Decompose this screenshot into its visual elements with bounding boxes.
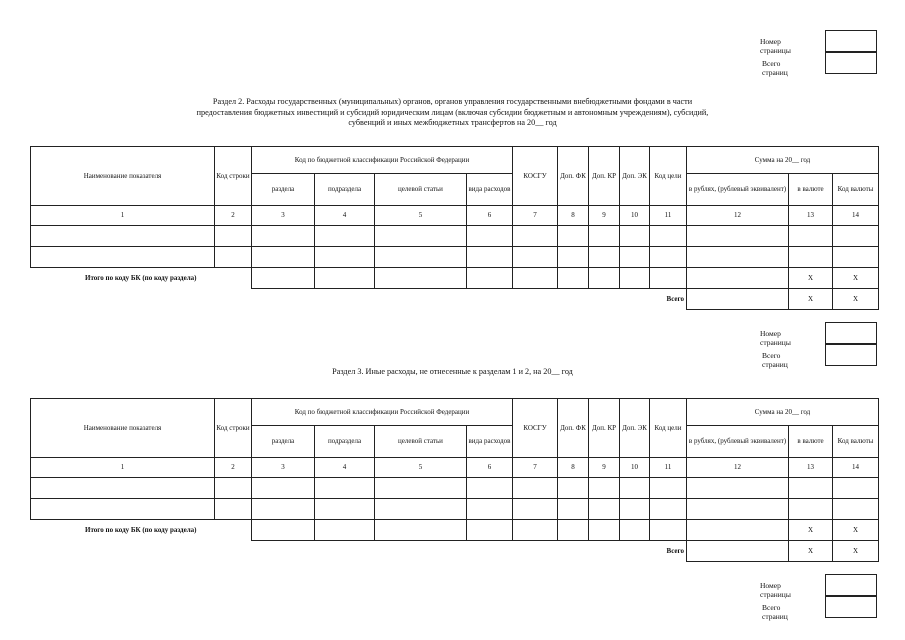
header-currency-code: Код валюты: [833, 174, 879, 206]
cell[interactable]: [315, 247, 375, 268]
page-number-label: Номер страницы: [760, 329, 791, 347]
header-currency: в валюте: [789, 174, 833, 206]
header-dop-fk: Доп. ФК: [558, 147, 589, 206]
cell[interactable]: [513, 499, 558, 520]
header-dop-ek: Доп. ЭК: [620, 399, 650, 458]
x-mark: X: [833, 289, 879, 310]
cell[interactable]: [789, 247, 833, 268]
cell[interactable]: [620, 478, 650, 499]
header-razdel: раздела: [252, 174, 315, 206]
cell[interactable]: [375, 247, 467, 268]
cell[interactable]: [620, 268, 650, 289]
cell[interactable]: [650, 478, 687, 499]
cell[interactable]: [687, 268, 789, 289]
cell[interactable]: [315, 268, 375, 289]
col-num: 2: [215, 206, 252, 226]
header-target: целевой статьи: [375, 426, 467, 458]
cell[interactable]: [789, 226, 833, 247]
header-podrazdel: подраздела: [315, 426, 375, 458]
cell[interactable]: [833, 478, 879, 499]
cell[interactable]: [620, 226, 650, 247]
col-num: 6: [467, 206, 513, 226]
header-razdel: раздела: [252, 426, 315, 458]
cell[interactable]: [558, 499, 589, 520]
col-num: 11: [650, 458, 687, 478]
cell[interactable]: [215, 478, 252, 499]
total-bk-row: [31, 268, 879, 289]
header-dop-fk: Доп. ФК: [558, 399, 589, 458]
table-row: [31, 247, 879, 268]
section3-table: [30, 398, 879, 562]
x-mark: X: [833, 520, 879, 541]
cell[interactable]: [833, 247, 879, 268]
header-sum: Сумма на 20__ год: [687, 399, 879, 426]
cell[interactable]: [620, 499, 650, 520]
cell[interactable]: [513, 247, 558, 268]
col-num: 5: [375, 458, 467, 478]
header-vid: вида расходов: [467, 426, 513, 458]
col-num: 3: [252, 206, 315, 226]
header-vid: вида расходов: [467, 174, 513, 206]
col-num: 1: [31, 206, 215, 226]
header-currency: в валюте: [789, 426, 833, 458]
cell[interactable]: [650, 268, 687, 289]
cell[interactable]: [315, 226, 375, 247]
x-mark: X: [833, 268, 879, 289]
cell[interactable]: [315, 478, 375, 499]
cell[interactable]: [315, 499, 375, 520]
cell[interactable]: [589, 520, 620, 541]
col-num: 6: [467, 458, 513, 478]
cell[interactable]: [215, 247, 252, 268]
cell[interactable]: [589, 247, 620, 268]
cell[interactable]: [375, 478, 467, 499]
header-goal: Код цели: [650, 147, 687, 206]
col-num: 8: [558, 458, 589, 478]
header-bk: Код по бюджетной классификации Российской Федерации: [252, 399, 513, 426]
header-code: Код строки: [215, 399, 252, 458]
col-num: 13: [789, 206, 833, 226]
section3-title: [120, 367, 785, 378]
cell[interactable]: [513, 478, 558, 499]
header-podrazdel: подраздела: [315, 174, 375, 206]
cell[interactable]: [513, 226, 558, 247]
x-mark: X: [789, 268, 833, 289]
cell[interactable]: [687, 499, 789, 520]
cell[interactable]: [467, 499, 513, 520]
x-mark: X: [789, 289, 833, 310]
cell[interactable]: [513, 268, 558, 289]
page-number-field[interactable]: [825, 322, 877, 344]
cell[interactable]: [558, 247, 589, 268]
total-bk-label: Итого по коду БК (по коду раздела): [85, 525, 197, 534]
total-pages-label: Всего страниц: [762, 603, 788, 621]
header-bk: Код по бюджетной классификации Российской Федерации: [252, 147, 513, 174]
cell[interactable]: [252, 247, 315, 268]
cell[interactable]: [375, 226, 467, 247]
total-label: Всего: [666, 294, 685, 303]
col-num: 11: [650, 206, 687, 226]
cell[interactable]: [789, 499, 833, 520]
col-num: 5: [375, 206, 467, 226]
cell[interactable]: [650, 247, 687, 268]
col-num: 13: [789, 458, 833, 478]
x-mark: X: [789, 520, 833, 541]
cell[interactable]: [687, 226, 789, 247]
cell[interactable]: [252, 499, 315, 520]
cell[interactable]: [589, 478, 620, 499]
col-num: 10: [620, 458, 650, 478]
cell[interactable]: [252, 520, 315, 541]
header-target: целевой статьи: [375, 174, 467, 206]
page-number-field[interactable]: [825, 574, 877, 596]
cell[interactable]: [833, 226, 879, 247]
page-number-label: Номер страницы: [760, 37, 791, 55]
col-num: 10: [620, 206, 650, 226]
total-row: [31, 289, 879, 310]
cell[interactable]: [31, 478, 215, 499]
cell[interactable]: [375, 268, 467, 289]
cell[interactable]: [315, 520, 375, 541]
cell[interactable]: [833, 499, 879, 520]
total-pages-label: Всего страниц: [762, 59, 788, 77]
cell[interactable]: [687, 520, 789, 541]
header-kosgu: КОСГУ: [513, 399, 558, 458]
header-sum: Сумма на 20__ год: [687, 147, 879, 174]
col-num: 4: [315, 206, 375, 226]
table-row: [31, 478, 879, 499]
cell[interactable]: [31, 226, 215, 247]
section3-title-text: Раздел 3. Иные расходы, не отнесенные к разделам 1 и 2, на 20__ год: [332, 367, 573, 376]
col-num: 12: [687, 206, 789, 226]
cell[interactable]: [687, 247, 789, 268]
cell[interactable]: [252, 226, 315, 247]
table-row: [31, 226, 879, 247]
cell[interactable]: [252, 268, 315, 289]
page-number-field[interactable]: [825, 30, 877, 52]
cell[interactable]: [467, 478, 513, 499]
cell[interactable]: [687, 541, 789, 562]
section2-title-line1: Раздел 2. Расходы государственных (муниципальных) органов, органов управления государственными внебюджетными фондами в части: [212, 97, 693, 106]
cell[interactable]: [375, 499, 467, 520]
cell[interactable]: [650, 226, 687, 247]
col-num: 8: [558, 206, 589, 226]
cell[interactable]: [620, 247, 650, 268]
section2-title-line3: субвенций и иных межбюджетных трансфертов на 20__ год: [348, 118, 557, 127]
cell[interactable]: [252, 478, 315, 499]
cell[interactable]: [215, 499, 252, 520]
cell[interactable]: [789, 478, 833, 499]
section2-title: [120, 97, 785, 129]
col-num: 12: [687, 458, 789, 478]
col-num: 2: [215, 458, 252, 478]
col-num: 14: [833, 458, 879, 478]
cell[interactable]: [687, 478, 789, 499]
total-pages-label: Всего страниц: [762, 351, 788, 369]
section2-title-line2: предоставления бюджетных инвестиций и субсидий юридическим лицам (включая субсидии бюджетным и автономным учреждениям), субсидий,: [196, 107, 709, 117]
header-rub: в рублях, (рублевый эквивалент): [687, 426, 789, 458]
cell[interactable]: [467, 268, 513, 289]
col-num: 4: [315, 458, 375, 478]
header-goal: Код цели: [650, 399, 687, 458]
cell[interactable]: [558, 226, 589, 247]
header-name: Наименование показателя: [31, 147, 215, 206]
col-num: 9: [589, 458, 620, 478]
total-pages-field[interactable]: [825, 52, 877, 74]
header-rub: в рублях, (рублевый эквивалент): [687, 174, 789, 206]
cell[interactable]: [650, 499, 687, 520]
cell[interactable]: [589, 226, 620, 247]
cell[interactable]: [467, 247, 513, 268]
cell[interactable]: [558, 520, 589, 541]
header-dop-ek: Доп. ЭК: [620, 147, 650, 206]
cell[interactable]: [513, 520, 558, 541]
cell[interactable]: [558, 478, 589, 499]
header-currency-code: Код валюты: [833, 426, 879, 458]
cell[interactable]: [375, 520, 467, 541]
col-num: 3: [252, 458, 315, 478]
col-num: 14: [833, 206, 879, 226]
total-row: [31, 541, 879, 562]
total-pages-field[interactable]: [825, 596, 877, 618]
col-num: 1: [31, 458, 215, 478]
cell[interactable]: [467, 226, 513, 247]
page-number-label: Номер страницы: [760, 581, 791, 599]
x-mark: X: [833, 541, 879, 562]
cell[interactable]: [31, 247, 215, 268]
header-name: Наименование показателя: [31, 399, 215, 458]
cell[interactable]: [687, 289, 789, 310]
total-bk-label: Итого по коду БК (по коду раздела): [85, 273, 197, 282]
cell[interactable]: [589, 499, 620, 520]
total-label: Всего: [666, 546, 685, 555]
cell[interactable]: [650, 520, 687, 541]
col-num: 7: [513, 458, 558, 478]
cell[interactable]: [620, 520, 650, 541]
cell[interactable]: [31, 499, 215, 520]
cell[interactable]: [467, 520, 513, 541]
total-pages-field[interactable]: [825, 344, 877, 366]
header-dop-kr: Доп. КР: [589, 399, 620, 458]
x-mark: X: [789, 541, 833, 562]
cell[interactable]: [589, 268, 620, 289]
cell[interactable]: [558, 268, 589, 289]
col-num: 7: [513, 206, 558, 226]
header-dop-kr: Доп. КР: [589, 147, 620, 206]
total-bk-row: [31, 520, 879, 541]
col-num: 9: [589, 206, 620, 226]
header-code: Код строки: [215, 147, 252, 206]
header-kosgu: КОСГУ: [513, 147, 558, 206]
section2-table: [30, 146, 879, 310]
table-row: [31, 499, 879, 520]
cell[interactable]: [215, 226, 252, 247]
